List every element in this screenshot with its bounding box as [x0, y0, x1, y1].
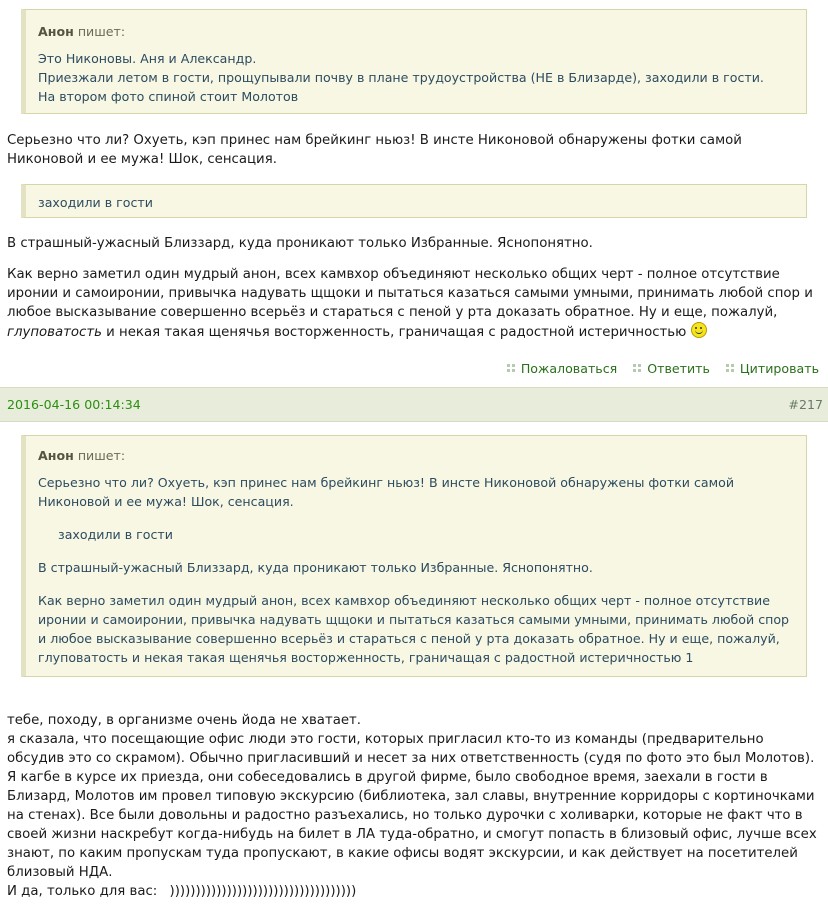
- quote-paragraph: В страшный-ужасный Близзард, куда проникают только Избранные. Яснопонятно.: [38, 560, 593, 575]
- dots-icon: [633, 364, 641, 372]
- post-paragraph: В страшный-ужасный Близзард, куда проникают только Избранные. Яснопонятно.: [7, 236, 593, 251]
- post-text: И да, только для вас:: [7, 884, 158, 899]
- post-body: [0, 131, 828, 169]
- quote-header: [38, 446, 794, 465]
- dots-icon: [726, 364, 734, 372]
- post-paragraph: [7, 265, 821, 342]
- post-1: [0, 0, 828, 378]
- quote-paragraph: Серьезно что ли? Охуеть, кэп принес нам брейкинг ньюз! В инсте Никоновой обнаружены фотки самой Никоновой и ее мужа! Шок, сенсация.: [38, 475, 735, 509]
- reply-link[interactable]: [633, 361, 710, 376]
- post-line: [7, 882, 821, 901]
- quote-block: [21, 9, 807, 114]
- post-line: Я кагбе в курсе их приезда, они собеседовались в другой фирме, было свободное время, заехали в гости в Близард, Молотов им провел типовую экскурсию (библиотека, зал славы, внутренние корридоры с кортиночками на стенах). Все были довольны и радостно разъехались, но только дурочки с холиварки, которые не факт что в своей жизни наскребут когда-нибудь на билет в ЛА туда-обратно, и смогут попасть в близовый офис, лучше всех знают, по каким пропускам туда пропускают, в какие офисы водят экскурсии, и как действует на посетителей близовый НДА.: [7, 770, 817, 880]
- quote-author: Анон: [38, 24, 74, 39]
- post-line: я сказала, что посещающие офис люди это гости, которых пригласил кто-то из команды (предварительно обсудив это со скрамом). Обычно пригласивший и несет за них ответственность (судя по фото это был Молотов).: [7, 732, 815, 766]
- quote-paragraph: Как верно заметил один мудрый анон, всех камвхор объединяют несколько общих черт - полное отсутствие иронии и самоиронии, привычка надувать щщоки и пытаться казаться самыми умными, принимать любой спор и любое высказывание совершенно всерьёз и стараться с пеной у рта доказать обратное. Ну и еще, пожалуй, глуповатость и некая такая щенячья восторженность, граничащая с радостной истеричностью 1: [38, 593, 790, 665]
- quote-link[interactable]: [726, 361, 819, 376]
- quote-block: [21, 184, 807, 218]
- report-label: Пожаловаться: [520, 360, 618, 376]
- report-link[interactable]: [507, 361, 617, 376]
- post-actions: [0, 358, 828, 378]
- post-body: [0, 711, 828, 901]
- post-text: )))))))))))))))))))))))))))))))))))): [169, 884, 357, 899]
- post-body: [0, 234, 828, 342]
- quote-writes: пишет:: [77, 24, 126, 39]
- post-line: тебе, походу, в организме очень йода не хватает.: [7, 713, 362, 728]
- quote-line: Это Никоновы. Аня и Александр.: [38, 51, 257, 66]
- post-paragraph: Серьезно что ли? Охуеть, кэп принес нам брейкинг ньюз! В инсте Никоновой обнаружены фотки самой Никоновой и ее мужа! Шок, сенсация.: [7, 133, 742, 167]
- quote-writes: пишет:: [77, 448, 126, 463]
- quote-block: [21, 435, 807, 677]
- post-header: [0, 387, 828, 422]
- smiley-icon: [691, 322, 707, 338]
- reply-label: Ответить: [647, 360, 710, 376]
- quote-label: Цитировать: [739, 360, 819, 376]
- post-text: и некая такая щенячья восторженность, граничащая с радостной истеричностью: [101, 325, 687, 340]
- post-date: 2016-04-16 00:14:34: [7, 397, 141, 412]
- quote-line: заходили в гости: [38, 195, 153, 210]
- quote-line: На втором фото спиной стоит Молотов: [38, 89, 299, 104]
- quote-author: Анон: [38, 448, 74, 463]
- nested-quote: заходили в гости: [58, 527, 173, 542]
- post-number-link[interactable]: #217: [788, 397, 823, 412]
- post-italic: глуповатость: [7, 325, 102, 340]
- quote-header: [38, 22, 794, 41]
- quote-line: Приезжали летом в гости, прощупывали почву в плане трудоустройства (НЕ в Близарде), заходили в гости.: [38, 70, 764, 85]
- dots-icon: [507, 364, 515, 372]
- post-2: [0, 422, 828, 901]
- post-text: Как верно заметил один мудрый анон, всех камвхор объединяют несколько общих черт - полное отсутствие иронии и самоиронии, привычка надувать щщоки и пытаться казаться самыми умными, принимать любой спор и любое высказывание совершенно всерьёз и стараться с пеной у рта доказать обратное. Ну и еще, пожалуй,: [7, 267, 813, 320]
